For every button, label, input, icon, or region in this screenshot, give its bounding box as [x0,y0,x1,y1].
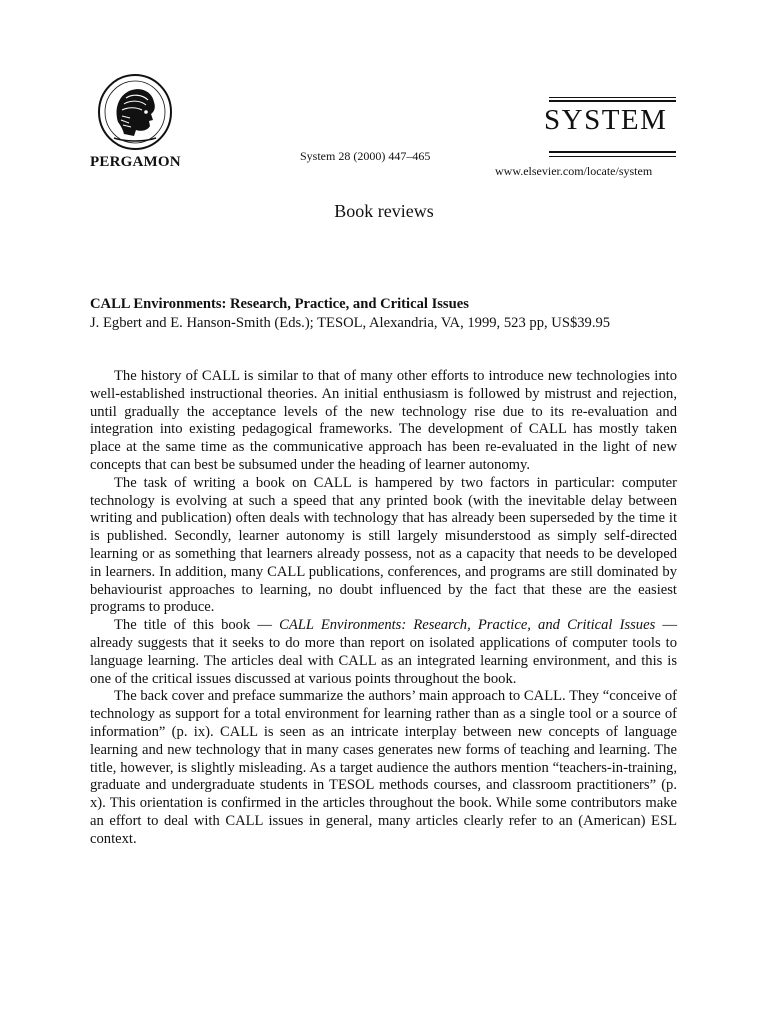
section-title: Book reviews [334,201,434,221]
publisher-logo-icon [96,72,174,152]
paragraph [90,475,677,617]
paragraph-text: The task of writing a book on CALL is hampered by two factors in particular: computer technology is evolving at such a speed that any printed book (with the inevitable delay between writing and publication) often deals with technology that has already been superseded by the time it is published. Secondly, learner autonomy is still largely misunderstood as simply self-directed learning or as something that learners already possess, not as a capacity that needs to be developed in learners. In addition, many CALL publications, conferences, and programs are still dominated by behaviourist approaches to learning, no doubt influenced by the fact that these are the easiest programs to produce. [90,474,677,616]
book-title: CALL Environments: Research, Practice, and Critical Issues [90,296,469,312]
publisher-name: PERGAMON [90,154,181,170]
paragraph-text: — already suggests that it seeks to do more than report on isolated applications of computer tools to language learning. The articles deal with CALL as an integrated learning environment, and this is one of the critical issues discussed at various points throughout the book. [90,617,677,687]
paragraph: The history of CALL is similar to that of many other efforts to introduce new technologies into well-established instructional theories. An initial enthusiasm is followed by mistrust and rejection, until gradually the acceptance levels of the new technology rise due to its re-evaluation and integration into existing pedagogical frameworks. The development of CALL has mostly taken place at the same time as the communicative approach has been re-evaluated in the light of new concepts that can best be subsumed under the heading of learner autonomy. [90,368,677,473]
book-metadata: J. Egbert and E. Hanson-Smith (Eds.); TESOL, Alexandria, VA, 1999, 523 pp, US$39.95 [90,315,611,331]
title-rule [549,97,676,98]
title-rule [549,156,676,157]
paragraph: The back cover and preface summarize the authors’ main approach to CALL. They “conceive of technology as support for a total environment for learning rather than as a single tool or a source of information” (p. ix). CALL is seen as an intricate interplay between new concepts of language learning and new technology that in many cases generates new forms of teaching and learning. The title, however, is slightly misleading. As a target audience the authors mention “teachers-in-training, graduate and undergraduate students in TESOL methods courses, and classroom practitioners” (p. x). This orientation is confirmed in the articles throughout the book. While some contributors make an effort to deal with CALL issues in general, many articles clearly refer to an (American) ESL context. [90,688,677,847]
review-header [90,295,677,333]
review-body [90,368,677,849]
title-rule [549,100,676,102]
paragraph [90,617,677,688]
journal-url: www.elsevier.com/locate/system [495,164,653,178]
title-rule [549,151,676,153]
journal-citation: System 28 (2000) 447–465 [300,149,431,163]
book-title-italic: CALL Environments: Research, Practice, and Critical Issues [279,617,656,634]
journal-title: SYSTEM [544,104,668,136]
paragraph-text: The title of this book — [114,617,280,634]
